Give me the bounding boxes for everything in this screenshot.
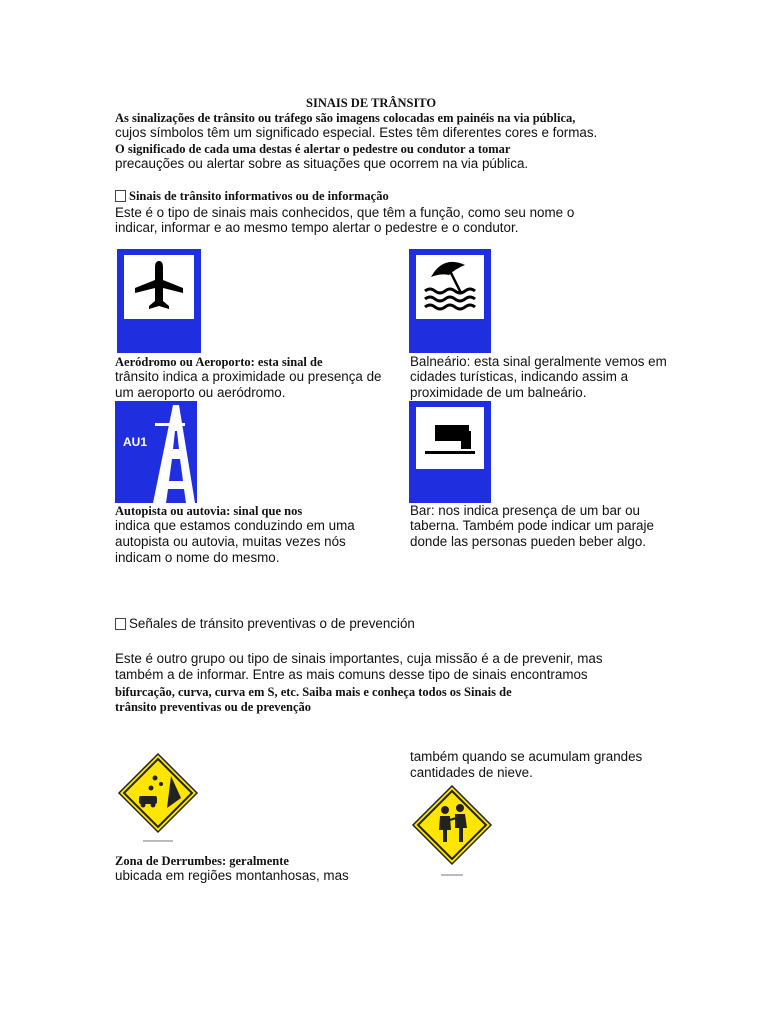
- rockfall-sign: [115, 750, 203, 850]
- airport-sign: [117, 249, 201, 353]
- bullet-box-icon: [115, 618, 126, 630]
- section2-body-1: Este é outro grupo ou tipo de sinais importantes, cuja missão é a de prevenir, mas: [115, 651, 603, 666]
- airplane-icon: [117, 249, 201, 353]
- intro-line-4: precauções ou alertar sobre as situações que ocorrem na via pública.: [115, 156, 529, 171]
- motorway-caption-3: indicam o nome do mesmo.: [115, 550, 280, 565]
- preventive-right-1: também quando se acumulam grandes: [410, 749, 643, 764]
- airport-caption-1: trânsito indica a proximidade ou presença de: [115, 369, 382, 384]
- preventive-right-2: cantidades de nieve.: [410, 765, 533, 780]
- motorway-icon: [115, 401, 197, 503]
- intro-line-1: As sinalizações de trânsito ou tráfego são imagens colocadas em painéis na via pública,: [115, 111, 576, 125]
- bullet-box-icon: [115, 190, 126, 202]
- page-title: SINAIS DE TRÂNSITO: [306, 96, 437, 110]
- intro-line-2: cujos símbolos têm um significado especial. Estes têm diferentes cores e formas.: [115, 125, 598, 140]
- rockfall-caption-title: Zona de Derrumbes: geralmente: [115, 854, 289, 868]
- beach-sign: [409, 249, 491, 353]
- section1-body-1: Este é o tipo de sinais mais conhecidos, que têm a função, como seu nome o: [115, 205, 575, 220]
- motorway-caption-2: autopista ou autovia, muitas vezes nós: [115, 534, 346, 549]
- section2-body-2: também a de informar. Entre as mais comuns desse tipo de sinais encontramos: [115, 667, 588, 682]
- beach-caption-3: proximidade de um balneário.: [410, 385, 587, 400]
- beach-caption-1: Balneário: esta sinal geralmente vemos em: [410, 354, 667, 369]
- bar-caption-3: donde las personas pueden beber algo.: [410, 534, 647, 549]
- bar-sign: [409, 401, 491, 503]
- motorway-caption-title: Autopista ou autovia: sinal que nos: [115, 504, 303, 518]
- airport-caption-2: um aeroporto ou aeródromo.: [115, 385, 286, 400]
- section1-heading: Sinais de trânsito informativos ou de informação: [129, 189, 389, 203]
- intro-line-3: O significado de cada uma destas é alertar o pedestre ou condutor a tomar: [115, 142, 511, 156]
- section2-body-4: trânsito preventivas ou de prevenção: [115, 700, 312, 714]
- motorway-sign: [115, 401, 197, 503]
- bar-caption-1: Bar: nos indica presença de um bar ou: [410, 503, 641, 518]
- section2-heading: Señales de tránsito preventivas o de prevención: [129, 616, 415, 631]
- airport-caption-title: Aeródromo ou Aeroporto: esta sinal de: [115, 355, 323, 369]
- beach-umbrella-icon: [409, 249, 491, 353]
- section1-body-2: indicar, informar e ao mesmo tempo alertar o pedestre e o condutor.: [115, 220, 519, 235]
- motorway-sign-text: AU1: [123, 435, 148, 449]
- rockfall-caption-1: ubicada em regiões montanhosas, mas: [115, 868, 349, 883]
- falling-rocks-icon: [115, 750, 203, 850]
- school-zone-sign: [409, 782, 497, 882]
- motorway-caption-1: indica que estamos conduzindo em uma: [115, 518, 355, 533]
- children-crossing-icon: [409, 782, 497, 882]
- bar-caption-2: taberna. Também pode indicar um paraje: [410, 518, 654, 533]
- beach-caption-2: cidades turísticas, indicando assim a: [410, 369, 629, 384]
- bar-counter-icon: [409, 401, 491, 503]
- section2-body-3: bifurcação, curva, curva em S, etc. Saiba mais e conheça todos os Sinais de: [115, 685, 512, 699]
